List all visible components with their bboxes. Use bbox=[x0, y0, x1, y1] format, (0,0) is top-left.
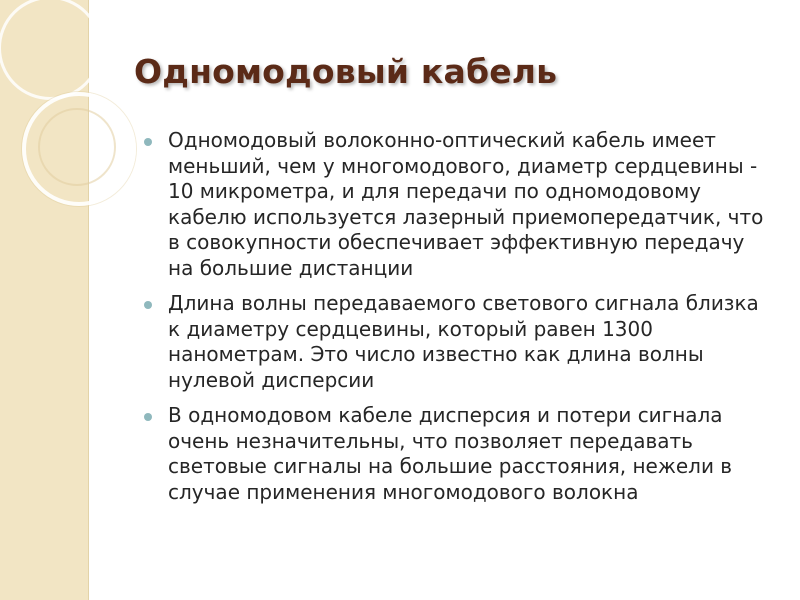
bullet-text: В одномодовом кабеле дисперсия и потери сигнала очень незначительны, что позволяет передавать световые сигналы на большие расстояния, нежели в случае применения многомодового волокна bbox=[168, 403, 733, 504]
decorative-ring-top bbox=[0, 0, 102, 100]
bullet-item bbox=[144, 128, 774, 281]
bullet-text: Длина волны передаваемого светового сигнала близка к диаметру сердцевины, который равен 1300 нанометрам. Это число известно как длина волны нулевой дисперсии bbox=[168, 291, 759, 392]
decorative-side-panel bbox=[0, 0, 89, 600]
bullet-list bbox=[144, 128, 774, 515]
bullet-item bbox=[144, 291, 774, 393]
round-bullet-icon bbox=[144, 301, 152, 309]
round-bullet-icon bbox=[144, 138, 152, 146]
slide-title: Одномодовый кабель bbox=[134, 52, 558, 91]
decorative-ring-inner bbox=[38, 108, 116, 186]
round-bullet-icon bbox=[144, 413, 152, 421]
decorative-ring-middle bbox=[22, 92, 136, 206]
bullet-item bbox=[144, 403, 774, 505]
bullet-text: Одномодовый волоконно-оптический кабель имеет меньший, чем у многомодового, диаметр сердцевины - 10 микрометра, и для передачи по одномодовому кабелю используется лазерный приемопередатчик, что в совокупности обеспечивает эффективную передачу на большие дистанции bbox=[168, 128, 764, 280]
